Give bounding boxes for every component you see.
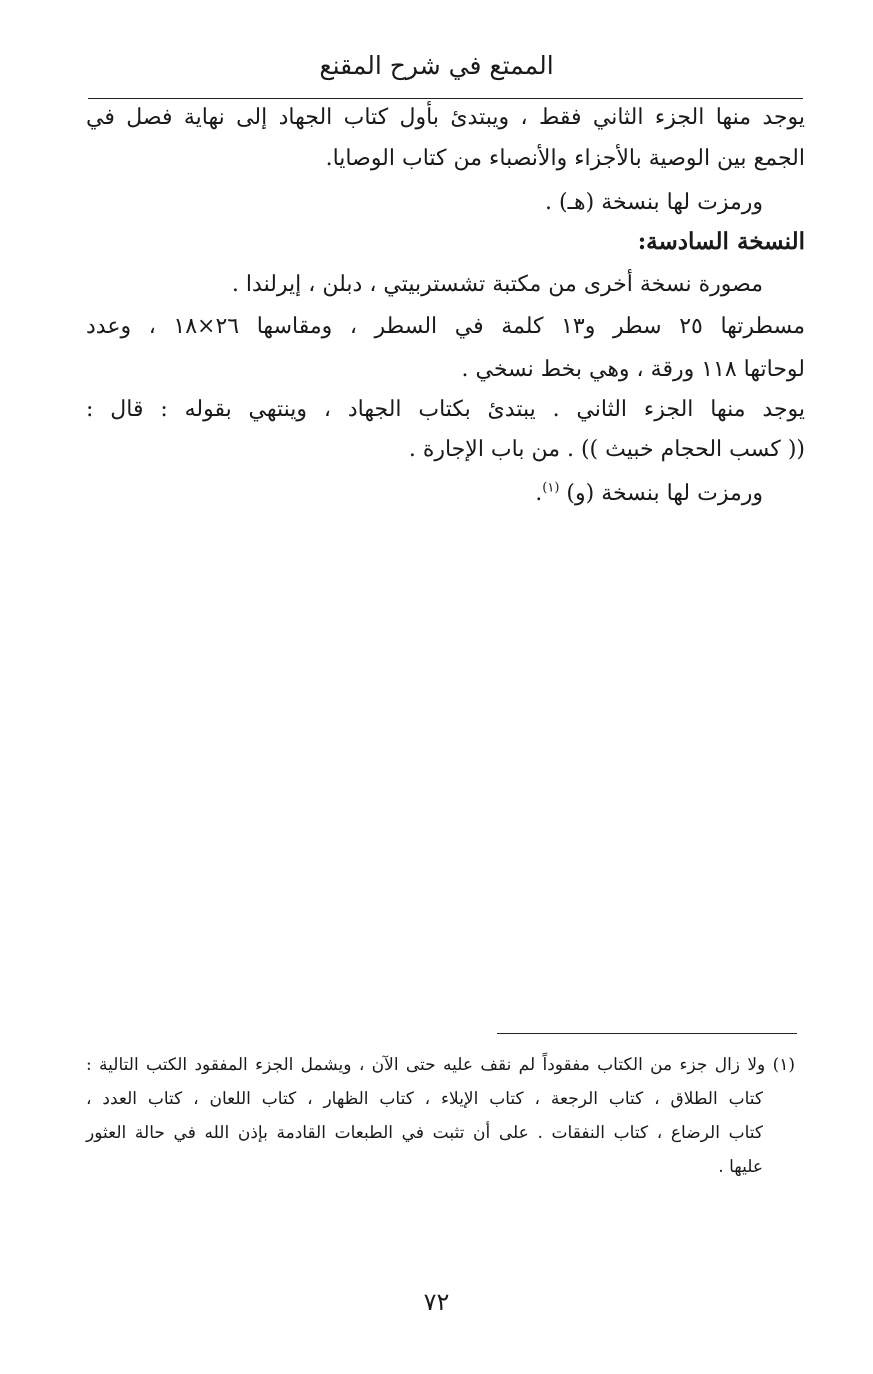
body-line-4: مصورة نسخة أخرى من مكتبة تشستربيتي ، دبلن ، إيرلندا .: [231, 272, 763, 297]
body-line-5: مسطرتها ٢٥ سطر و١٣ كلمة في السطر ، ومقاسها ٢٦×١٨ ، وعدد: [86, 314, 806, 339]
body-line-9: [535, 474, 763, 514]
footnote-line-2: كتاب الطلاق ، كتاب الرجعة ، كتاب الإيلاء ، كتاب الظهار ، كتاب اللعان ، كتاب العدد ،: [86, 1089, 763, 1109]
body-line-7: يوجد منها الجزء الثاني . يبتدئ بكتاب الجهاد ، وينتهي بقوله : قال :: [86, 397, 805, 422]
footnote-line-3: كتاب الرضاع ، كتاب النفقات . على أن تثبت في الطبعات القادمة بإذن الله في حالة العثور: [86, 1123, 763, 1143]
section-heading: النسخة السادسة:: [637, 228, 805, 255]
footnote-rule: [497, 1033, 797, 1034]
body-line-6: لوحاتها ١١٨ ورقة ، وهي بخط نسخي .: [461, 357, 805, 382]
body-line-3: ورمزت لها بنسخة (هـ) .: [545, 190, 763, 215]
body-line-9-text: ورمزت لها بنسخة (و): [566, 481, 763, 506]
footnote-line-1: (١) ولا زال جزء من الكتاب مفقوداً لم نقف عليه حتى الآن ، ويشمل الجزء المفقود الكتب التالية :: [86, 1055, 795, 1075]
footnote-line-4: عليها .: [718, 1157, 763, 1177]
footnote-reference: (١): [542, 480, 560, 496]
body-line-1: يوجد منها الجزء الثاني فقط ، ويبتدئ بأول كتاب الجهاد إلى نهاية فصل في: [86, 105, 805, 130]
running-header: الممتع في شرح المقنع: [319, 51, 554, 80]
body-line-2: الجمع بين الوصية بالأجزاء والأنصباء من كتاب الوصايا.: [325, 146, 805, 171]
page-number: ٧٢: [423, 1288, 450, 1316]
body-line-9-period: .: [535, 481, 543, 506]
body-line-8: (( كسب الحجام خبيث )) . من باب الإجارة .: [408, 437, 805, 462]
